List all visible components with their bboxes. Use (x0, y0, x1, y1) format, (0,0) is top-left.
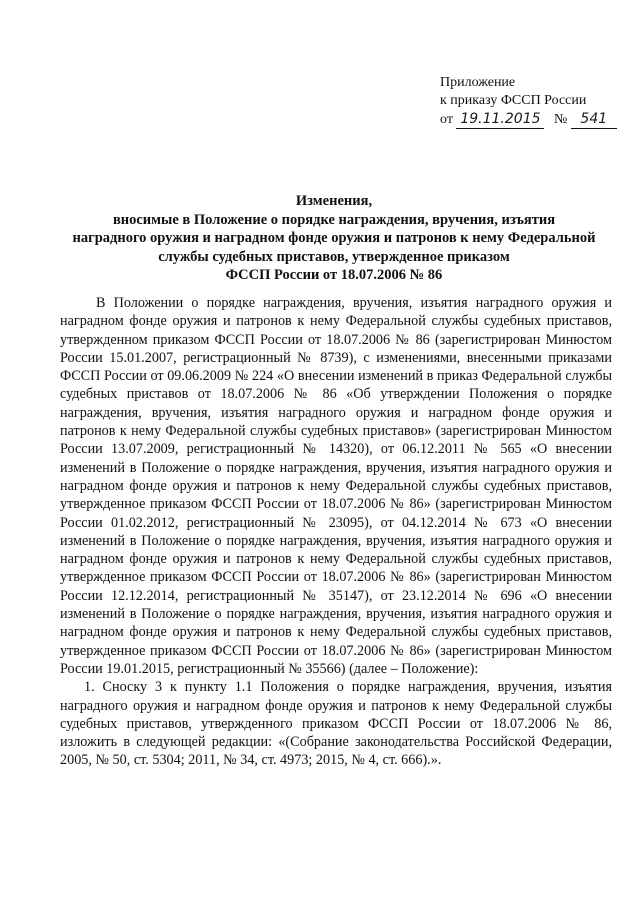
appendix-date-row (440, 110, 620, 129)
handwritten-number: 541 (571, 110, 617, 129)
title-line-2: вносимые в Положение о порядке награждения, вручения, изъятия (112, 211, 556, 228)
number-label: № (553, 112, 568, 127)
handwritten-date: 19.11.2015 (456, 110, 544, 129)
title-line-5: ФССП России от 18.07.2006 № 86 (225, 267, 443, 283)
appendix-line-1: Приложение (440, 75, 516, 90)
document-title (60, 192, 608, 285)
body-paragraph-1: В Положении о порядке награждения, вручения, изъятия наградного оружия и наградном фонде оружия и патронов к нему Федеральной службы судебных приставов, утвержденном приказом ФССП России от 18.07.2006 № 86 (зарегистрирован Минюстом России 15.01.2007, регистрационный № 8739), с изменениями, внесенными приказами ФССП России от 09.06.2009 № 224 «О внесении изменений в приказ Федеральной службы судебных приставов от 18.07.2006 № 86 «Об утверждении Положения о порядке награждения, вручения, изъятия наградного оружия и наградном фонде оружия и патронов к нему Федеральной службы судебных приставов» (зарегистрирован Минюстом России 13.07.2009, регистрационный № 14320), от 06.12.2011 № 565 «О внесении изменений в Положение о порядке награждения, вручения, изъятия наградного оружия и наградном фонде оружия и патронов к нему Федеральной службы судебных приставов, утвержденное приказом ФССП России от 18.07.2006 № 86» (зарегистрирован Минюстом России 01.02.2012, регистрационный № 23095), от 04.12.2014 № 673 «О внесении изменений в Положение о порядке награждения, вручения, изъятия наградного оружия и наградном фонде оружия и патронов к нему Федеральной службы судебных приставов, утвержденное приказом ФССП России от 18.07.2006 № 86» (зарегистрирован Минюстом России 12.12.2014, регистрационный № 35147), от 23.12.2014 № 696 «О внесении изменений в Положение о порядке награждения, вручения, изъятия наградного оружия и наградном фонде оружия и патронов к нему Федеральной службы судебных приставов, утвержденное приказом ФССП России от 18.07.2006 № 86» (зарегистрирован Минюстом России 19.01.2015, регистрационный № 35566) (далее – Положение): (60, 295, 612, 677)
title-line-3: наградного оружия и наградном фонде оружия и патронов к нему Федеральной (72, 230, 596, 246)
title-line-1: Изменения, (295, 193, 373, 209)
title-line-4: службы судебных приставов, утвержденное приказом (158, 248, 510, 265)
document-body (60, 294, 612, 770)
body-paragraph-2: 1. Сноску 3 к пункту 1.1 Положения о порядке награждения, вручения, изъятия наградного оружия и наградном фонде оружия и патронов к нему Федеральной службы судебных приставов, утвержденного приказом ФССП России от 18.07.2006 № 86, изложить в следующей редакции: «(Собрание законодательства Российской Федерации, 2005, № 50, ст. 5304; 2011, № 34, ст. 4973; 2015, № 4, ст. 666).». (60, 679, 612, 769)
appendix-header (440, 74, 620, 129)
appendix-line-2: к приказу ФССП России (440, 93, 587, 108)
date-label: от (440, 112, 453, 127)
